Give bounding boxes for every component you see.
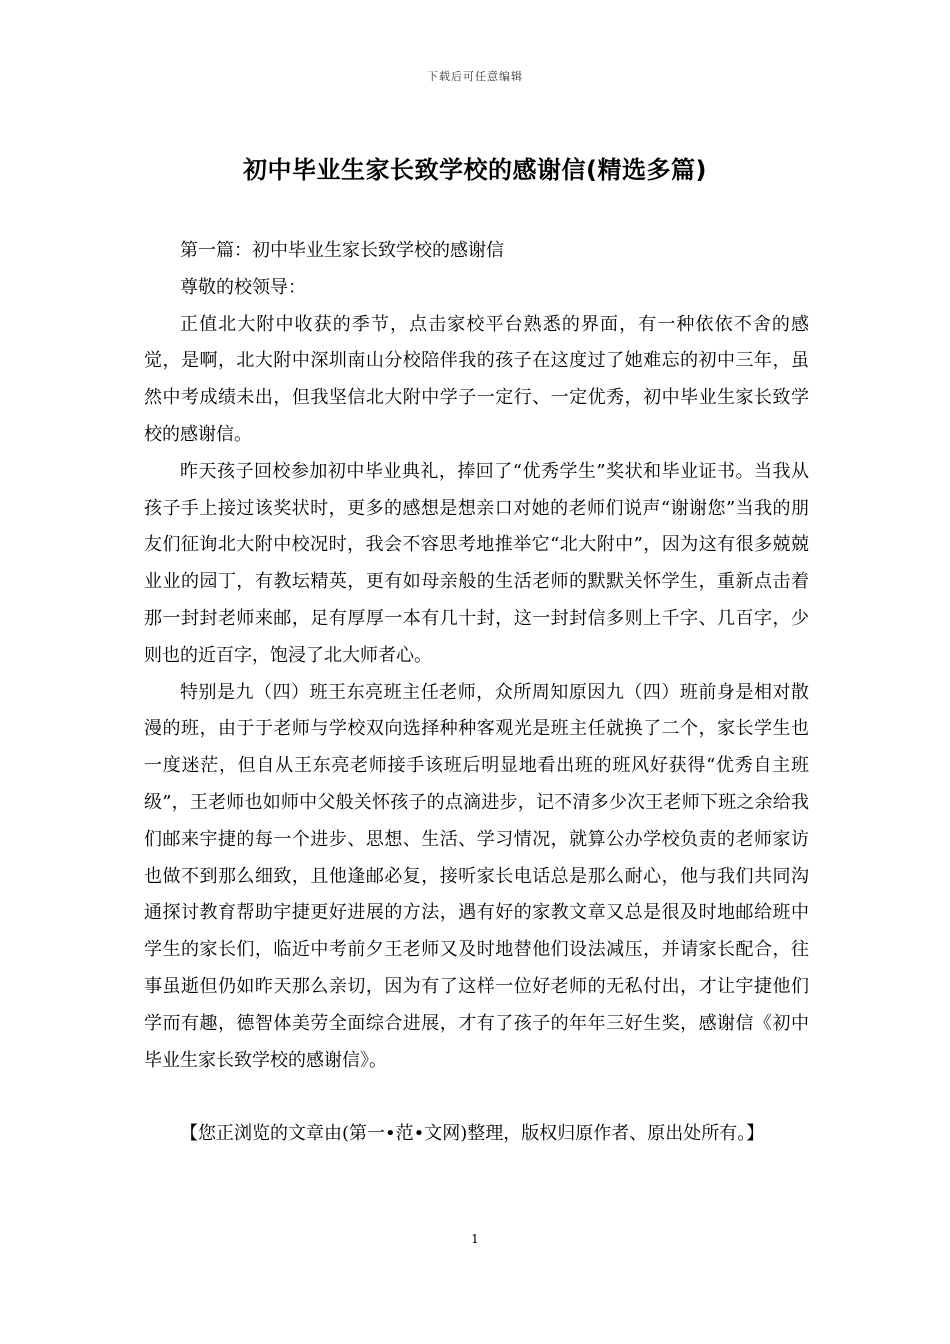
section-heading: 第一篇：初中毕业生家长致学校的感谢信: [180, 240, 504, 261]
document-title: 初中毕业生家长致学校的感谢信(精选多篇): [243, 156, 707, 184]
salutation: 尊敬的校领导：: [180, 276, 306, 298]
page-number: 1: [471, 1232, 479, 1246]
copyright-note: 【您正浏览的文章由(第一•范•文网)整理，版权归原作者、原出处所有。】: [180, 1123, 765, 1145]
body-paragraph: 正值北大附中收获的季节，点击家校平台熟悉的界面，有一种依依不舍的感觉，是啊，北大附中深圳南山分校陪伴我的孩子在这度过了她难忘的初中三年，虽然中考成绩未出，但我坚信北大附中学子一定行、一定优秀，初中毕业生家长致学校的感谢信。: [144, 313, 809, 445]
body-paragraph: 特别是九（四）班王东亮班主任老师，众所周知原因九（四）班前身是相对散漫的班，由于于老师与学校双向选择种种客观光是班主任就换了二个，家长学生也一度迷茫，但自从王东亮老师接手该班后明显地看出班的班风好获得“优秀自主班级”，王老师也如师中父般关怀孩子的点滴进步，记不清多少次王老师下班之余给我们邮来宇捷的每一个进步、思想、生活、学习情况，就算公办学校负责的老师家访也做不到那么细致，且他逢邮必复，接听家长电话总是那么耐心，他与我们共同沟通探讨教育帮助宇捷更好进展的方法，遇有好的家教文章又总是很及时地邮给班中学生的家长们，临近中考前夕王老师又及时地替他们设法减压，并请家长配合，往事虽逝但仍如昨天那么亲切，因为有了这样一位好老师的无私付出，才让宇捷他们学而有趣，德智体美劳全面综合进展，才有了孩子的年年三好生奖，感谢信《初中毕业生家长致学校的感谢信》。: [144, 681, 809, 1071]
document-body: [144, 233, 809, 1153]
body-paragraph: 昨天孩子回校参加初中毕业典礼，捧回了“优秀学生”奖状和毕业证书。当我从孩子手上接过该奖状时，更多的感想是想亲口对她的老师们说声“谢谢您”当我的朋友们征询北大附中校况时，我会不容思考地推举它“北大附中”，因为这有很多兢兢业业的园丁，有教坛精英，更有如母亲般的生活老师的默默关怀学生，重新点击着那一封封老师来邮，足有厚厚一本有几十封，这一封封信多则上千字、几百字，少则也的近百字，饱浸了北大师者心。: [144, 460, 809, 666]
page-header-note: 下载后可任意编辑: [427, 70, 523, 83]
